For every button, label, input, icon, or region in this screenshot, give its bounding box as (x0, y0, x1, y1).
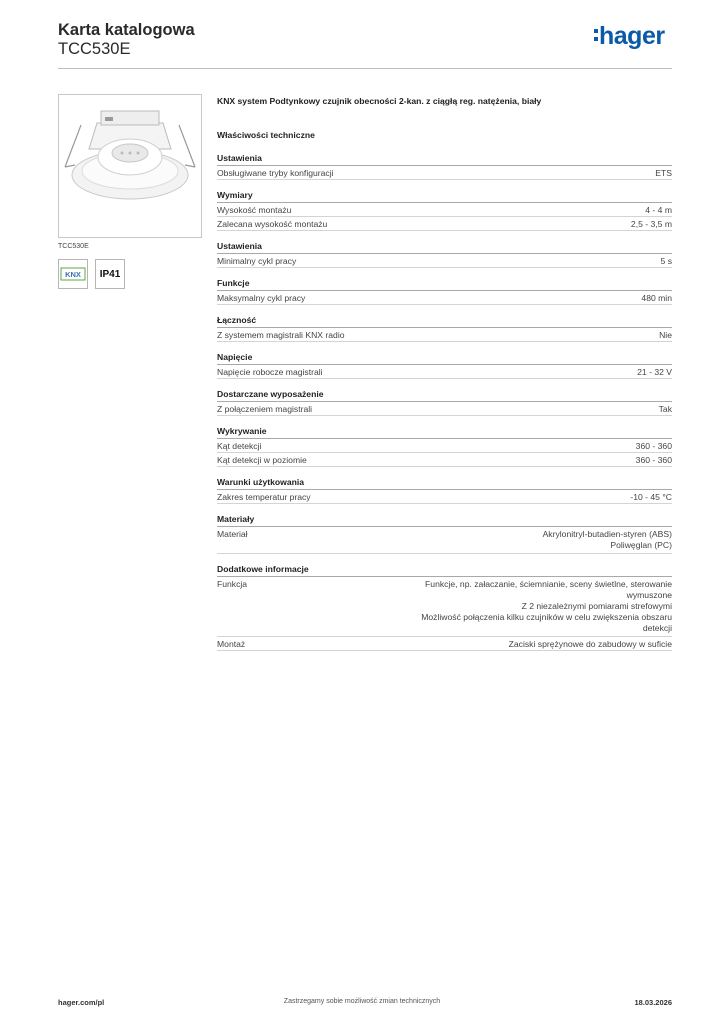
spec-value-line: -10 - 45 °C (630, 492, 672, 502)
spec-row (217, 439, 672, 453)
spec-row (217, 166, 672, 180)
spec-row (217, 453, 672, 467)
spec-value-line: Możliwość połączenia kilku czujników w celu zwiększenia obszaru (421, 612, 672, 622)
spec-value-line: wymuszone (626, 590, 672, 600)
spec-value-line: Tak (658, 404, 672, 414)
spec-section (217, 351, 672, 379)
spec-section (217, 388, 672, 416)
spec-label: Zakres temperatur pracy (217, 492, 311, 502)
spec-value-line: Akrylonitryl-butadien-styren (ABS) (542, 529, 672, 539)
spec-label: Minimalny cykl pracy (217, 256, 297, 266)
spec-value (636, 441, 672, 452)
spec-row (217, 577, 672, 637)
spec-section (217, 513, 672, 554)
spec-label: Obsługiwane tryby konfiguracji (217, 168, 334, 178)
spec-label: Z połączeniem magistrali (217, 404, 313, 414)
spec-label: Kąt detekcji (217, 441, 262, 451)
spec-row (217, 328, 672, 342)
spec-value-line: ETS (655, 168, 672, 178)
spec-value (636, 455, 672, 466)
spec-label: Zalecana wysokość montażu (217, 219, 328, 229)
product-image (58, 94, 202, 238)
knx-badge (58, 259, 88, 289)
page-title: Karta katalogowa (58, 21, 195, 39)
section-heading: Wymiary (217, 189, 672, 203)
spec-value (630, 492, 672, 503)
spec-value (631, 219, 672, 230)
section-heading: Łączność (217, 314, 672, 328)
spec-value (509, 639, 672, 650)
footer-disclaimer: Zastrzegamy sobie możliwość zmian technicznych (283, 998, 441, 1005)
ip-rating-badge: IP41 (95, 259, 125, 289)
spec-row (217, 254, 672, 268)
spec-value (655, 168, 672, 179)
spec-value-line: Funkcje, np. załaczanie, ściemnianie, sceny świetlne, sterowanie (425, 579, 672, 589)
technical-sheet (217, 96, 672, 660)
spec-section (217, 314, 672, 342)
spec-row (217, 203, 672, 217)
spec-label: Montaż (217, 639, 246, 649)
spec-value (637, 367, 672, 378)
section-heading: Materiały (217, 513, 672, 527)
spec-label: Maksymalny cykl pracy (217, 293, 306, 303)
spec-value (421, 579, 672, 634)
spec-value-line: Poliwęglan (PC) (610, 540, 672, 550)
spec-label: Funkcja (217, 579, 248, 589)
spec-section (217, 476, 672, 504)
spec-section (217, 563, 672, 651)
sensor-image-icon (59, 95, 201, 237)
spec-section (217, 277, 672, 305)
hager-logo[interactable]: hager (594, 24, 665, 49)
section-heading: Wykrywanie (217, 425, 672, 439)
spec-row (217, 217, 672, 231)
spec-label: Napięcie robocze magistrali (217, 367, 323, 377)
page-subtitle: TCC530E (58, 40, 131, 58)
section-heading: Dostarczane wyposażenie (217, 388, 672, 402)
spec-row (217, 402, 672, 416)
spec-section (217, 152, 672, 180)
spec-value (543, 529, 672, 551)
spec-label: Kąt detekcji w poziomie (217, 455, 307, 465)
spec-value-line: 360 - 360 (635, 441, 672, 451)
spec-label: Wysokość montażu (217, 205, 292, 215)
knx-logo-icon (60, 267, 86, 281)
spec-value (661, 256, 672, 267)
spec-value-line: Nie (659, 330, 672, 340)
spec-section (217, 240, 672, 268)
spec-value-line: 4 - 4 m (645, 205, 672, 215)
spec-row (217, 637, 672, 651)
spec-row (217, 490, 672, 504)
spec-value-line: 360 - 360 (635, 455, 672, 465)
section-heading: Dodatkowe informacje (217, 563, 672, 577)
spec-row (217, 365, 672, 379)
spec-section (217, 425, 672, 467)
section-heading: Napięcie (217, 351, 672, 365)
spec-row (217, 527, 672, 554)
spec-label: Materiał (217, 529, 248, 539)
spec-value-line: 5 s (660, 256, 672, 266)
spec-value (659, 404, 672, 415)
spec-value (659, 330, 672, 341)
spec-label: Z systemem magistrali KNX radio (217, 330, 345, 340)
image-caption: TCC530E (58, 243, 89, 250)
spec-value-line: Zaciski sprężynowe do zabudowy w suficie (508, 639, 672, 649)
spec-value-line: 480 min (641, 293, 672, 303)
section-heading: Ustawienia (217, 152, 672, 166)
section-heading: Funkcje (217, 277, 672, 291)
spec-sections (217, 152, 672, 651)
header-divider (58, 68, 672, 69)
product-title: KNX system Podtynkowy czujnik obecności 2-kan. z ciągłą reg. natężenia, biały (217, 96, 542, 106)
svg-text:KNX: KNX (65, 270, 81, 279)
spec-value-line: Z 2 niezależnymi pomiarami strefowymi (521, 601, 672, 611)
spec-value-line: detekcji (642, 623, 672, 633)
section-heading: Ustawienia (217, 240, 672, 254)
spec-row (217, 291, 672, 305)
spec-section (217, 189, 672, 231)
spec-value-line: 21 - 32 V (637, 367, 672, 377)
properties-title: Właściwości techniczne (217, 130, 315, 140)
spec-value (645, 205, 672, 216)
spec-value-line: 2,5 - 3,5 m (630, 219, 672, 229)
spec-value (641, 293, 672, 304)
section-heading: Warunki użytkowania (217, 476, 672, 490)
footer-date: 18.03.2026 (634, 998, 672, 1007)
footer-website-link[interactable]: hager.com/pl (58, 998, 105, 1007)
